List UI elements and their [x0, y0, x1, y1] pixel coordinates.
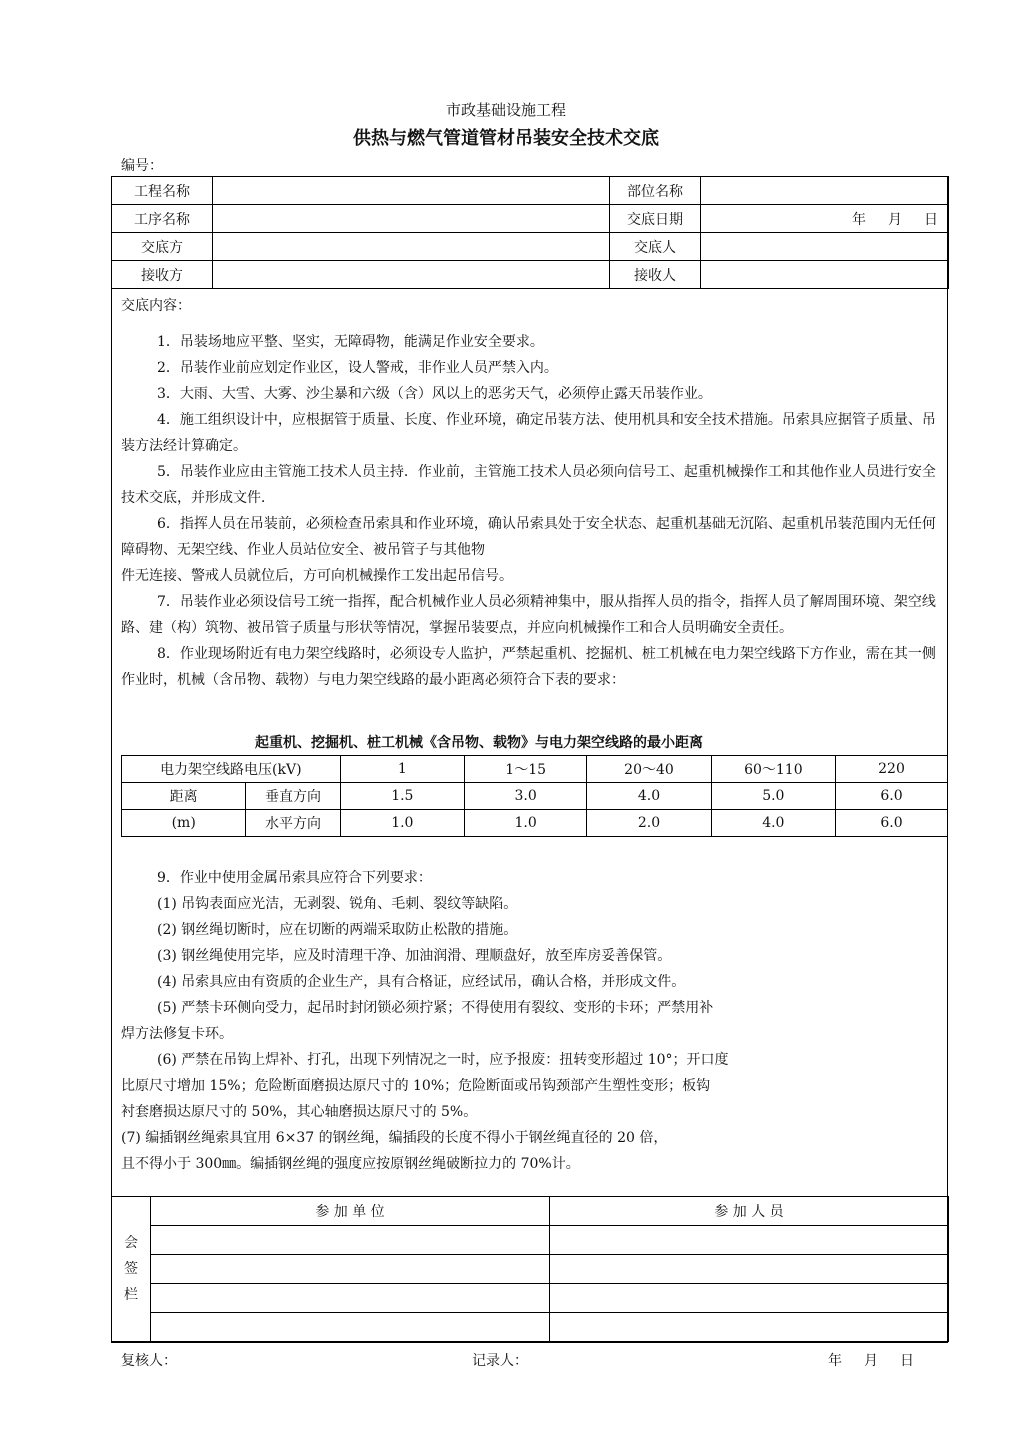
signoff-unit-field[interactable]	[151, 1226, 550, 1255]
content-item: 衬套磨损达原尺寸的 50%，其心轴磨损达原尺寸的 5%。	[121, 1104, 478, 1120]
document-number-label: 编号：	[121, 158, 163, 174]
document-subtitle: 市政基础设施工程	[445, 101, 566, 119]
footer-day: 日	[900, 1353, 914, 1369]
horizontal-label: 水平方向	[246, 810, 340, 837]
content-item: 4．施工组织设计中，应根据管于质量、长度、作业环境，确定吊装方法、使用机具和安全技术措施。吊索具应据管子质量、吊装方法经计算确定。	[121, 412, 936, 454]
content-item: 2．吊装作业前应划定作业区，设人警戒，非作业人员严禁入内。	[157, 360, 558, 376]
project-name-label: 工程名称	[112, 177, 213, 205]
distance-cell: 1.0	[465, 810, 587, 837]
content-item: (1) 吊钩表面应光洁，无剥裂、锐角、毛刺、裂纹等缺陷。	[157, 896, 518, 912]
distance-cell: 6.0	[836, 810, 948, 837]
signoff-row	[112, 1255, 949, 1284]
content-body	[121, 329, 941, 693]
signoff-person-field[interactable]	[550, 1226, 949, 1255]
process-name-label: 工序名称	[112, 205, 213, 233]
participating-person-header: 参 加 人 员	[550, 1197, 949, 1226]
receiver-label: 接收人	[610, 261, 701, 289]
content-item: (3) 钢丝绳使用完毕，应及时清理干净、加油润滑、理顺盘好，放至库房妥善保管。	[157, 948, 672, 964]
distance-cell: 4.0	[711, 810, 835, 837]
signoff-side-label: 会 签 栏	[112, 1197, 151, 1342]
voltage-cell: 20～40	[587, 756, 711, 783]
distance-label: 距离	[122, 783, 246, 810]
signoff-person-field[interactable]	[550, 1313, 949, 1342]
content-item: 件无连接、警戒人员就位后，方可向机械操作工发出起吊信号。	[121, 568, 513, 584]
footer-month: 月	[864, 1353, 878, 1369]
content-item: 3．大雨、大雪、大雾、沙尘暴和六级（含）风以上的恶劣天气，必须停止露天吊装作业。	[157, 386, 712, 402]
info-row-process	[112, 205, 949, 233]
signoff-row	[112, 1313, 949, 1342]
footer-date	[828, 1350, 914, 1370]
content-item: (5) 严禁卡环侧向受力，起吊时封闭锁必须拧紧；不得使用有裂纹、变形的卡环；严禁用补	[157, 1000, 714, 1016]
info-row-receiving	[112, 261, 949, 289]
signoff-row	[112, 1226, 949, 1255]
unit-label: (m)	[122, 810, 246, 837]
distance-cell: 1.5	[340, 783, 464, 810]
content-label: 交底内容：	[121, 298, 191, 314]
signoff-table	[111, 1196, 949, 1342]
participating-unit-header: 参 加 单 位	[151, 1197, 550, 1226]
content-body-continued	[121, 865, 941, 1177]
handover-person-label: 交底人	[610, 233, 701, 261]
distance-table-row-vertical	[122, 783, 948, 810]
process-name-field[interactable]	[213, 205, 610, 233]
content-item: 8．作业现场附近有电力架空线路时，必须设专人监护，严禁起重机、挖掘机、桩工机械在电力架空线路下方作业，需在其一侧作业时，机械（含吊物、载物）与电力架空线路的最小距离必须符合下表的要求：	[121, 646, 936, 688]
receiver-field[interactable]	[701, 261, 949, 289]
info-row-project	[112, 177, 949, 205]
distance-table-caption: 起重机、挖掘机、桩工机械《含吊物、载物》与电力架空线路的最小距离	[255, 735, 703, 751]
signoff-person-field[interactable]	[550, 1284, 949, 1313]
content-item: 5．吊装作业应由主管施工技术人员主持．作业前，主管施工技术人员必须向信号工、起重机械操作工和其他作业人员进行安全技术交底，并形成文件．	[121, 464, 936, 506]
signoff-unit-field[interactable]	[151, 1284, 550, 1313]
vertical-label: 垂直方向	[246, 783, 340, 810]
voltage-cell: 60～110	[711, 756, 835, 783]
distance-table-row-horizontal	[122, 810, 948, 837]
receiving-party-label: 接收方	[112, 261, 213, 289]
content-item: 焊方法修复卡环。	[121, 1026, 233, 1042]
signoff-unit-field[interactable]	[151, 1255, 550, 1284]
voltage-cell: 1～15	[465, 756, 587, 783]
content-item: 7．吊装作业必须设信号工统一指挥，配合机械作业人员必须精神集中，服从指挥人员的指令，指挥人员了解周围环境、架空线路、建（构）筑物、被吊管子质量与形状等情况，掌握吊装要点，并应向机械操作工和合人员明确安全责任。	[121, 594, 936, 636]
receiving-party-field[interactable]	[213, 261, 610, 289]
info-table	[111, 176, 949, 289]
handover-date-label: 交底日期	[610, 205, 701, 233]
document-title: 供热与燃气管道管材吊装安全技术交底	[353, 128, 659, 149]
distance-table	[121, 755, 948, 837]
reviewer-label: 复核人：	[121, 1353, 177, 1369]
voltage-label: 电力架空线路电压(kV)	[122, 756, 341, 783]
signoff-unit-field[interactable]	[151, 1313, 550, 1342]
date-day: 日	[924, 211, 938, 228]
content-item: 且不得小于 300㎜。编插钢丝绳的强度应按原钢丝绳破断拉力的 70%计。	[121, 1156, 580, 1172]
signoff-row	[112, 1284, 949, 1313]
distance-cell: 6.0	[836, 783, 948, 810]
distance-cell: 5.0	[711, 783, 835, 810]
content-item: 1．吊装场地应平整、坚实，无障碍物，能满足作业安全要求。	[157, 334, 544, 350]
signoff-header-row	[112, 1197, 949, 1226]
handover-person-field[interactable]	[701, 233, 949, 261]
signoff-person-field[interactable]	[550, 1255, 949, 1284]
content-item: (4) 吊索具应由有资质的企业生产，具有合格证，应经试吊，确认合格，并形成文件。	[157, 974, 686, 990]
content-item: 9．作业中使用金属吊索具应符合下列要求：	[157, 870, 432, 886]
content-item: (7) 编插钢丝绳索具宜用 6×37 的钢丝绳，编插段的长度不得小于钢丝绳直径的 20 倍，	[121, 1130, 668, 1146]
footer-year: 年	[828, 1353, 842, 1369]
content-item: (2) 钢丝绳切断时，应在切断的两端采取防止松散的措施。	[157, 922, 518, 938]
handover-party-field[interactable]	[213, 233, 610, 261]
part-name-field[interactable]	[701, 177, 949, 205]
handover-party-label: 交底方	[112, 233, 213, 261]
content-item: 比原尺寸增加 15%；危险断面磨损达原尺寸的 10%；危险断面或吊钩颈部产生塑性变形；板钩	[121, 1078, 711, 1094]
project-name-field[interactable]	[213, 177, 610, 205]
distance-cell: 1.0	[340, 810, 464, 837]
distance-cell: 4.0	[587, 783, 711, 810]
distance-cell: 2.0	[587, 810, 711, 837]
info-row-handover	[112, 233, 949, 261]
handover-date-field[interactable]	[701, 205, 949, 233]
voltage-cell: 1	[340, 756, 464, 783]
voltage-cell: 220	[836, 756, 948, 783]
content-item: 6．指挥人员在吊装前，必须检查吊索具和作业环境，确认吊索具处于安全状态、起重机基础无沉陷、起重机吊装范围内无任何障碍物、无架空线、作业人员站位安全、被吊管子与其他物	[121, 516, 936, 558]
date-year: 年	[852, 211, 866, 228]
distance-table-header-row	[122, 756, 948, 783]
recorder-label: 记录人：	[472, 1353, 528, 1369]
date-month: 月	[888, 211, 902, 228]
content-item: (6) 严禁在吊钩上焊补、打孔，出现下列情况之一时，应予报废：扭转变形超过 10°；开口度	[157, 1052, 729, 1068]
part-name-label: 部位名称	[610, 177, 701, 205]
distance-cell: 3.0	[465, 783, 587, 810]
